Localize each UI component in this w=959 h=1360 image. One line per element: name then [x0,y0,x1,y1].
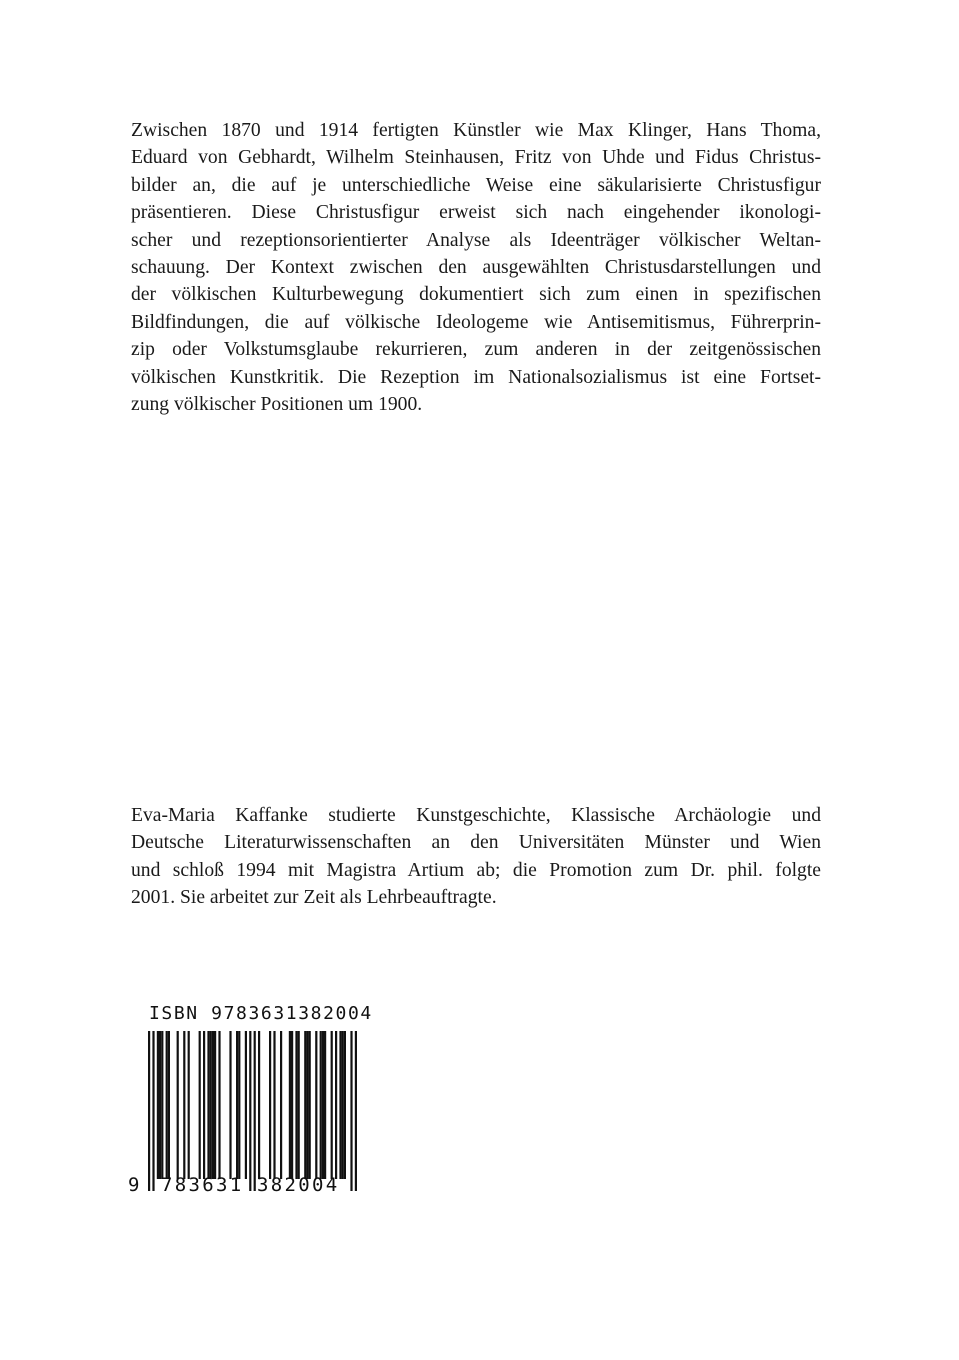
isbn-label: ISBN 9783631382004 [149,1003,373,1024]
barcode-guard-bar [152,1031,154,1191]
barcode-bar [320,1031,322,1179]
barcode-guard-bar [148,1031,150,1191]
publisher-blurb [131,117,821,418]
barcode-bar [339,1031,341,1179]
barcode-bar [218,1031,220,1179]
bio-line: 2001. Sie arbeitet zur Zeit als Lehrbeauftragte. [131,887,497,909]
blurb-line: schauung. Der Kontext zwischen den ausgewählten Christusdarstellungen und [131,257,821,279]
blurb-line: präsentieren. Diese Christusfigur erweist sich nach eingehender ikonologi- [131,202,821,224]
barcode-bar [269,1031,271,1179]
barcode-bar [315,1031,317,1179]
barcode-bar [291,1031,293,1179]
barcode-first-digit: 9 [128,1174,142,1196]
blurb-line: bilder an, die auf je unterschiedliche Weise eine säkularisierte Christusfigur [131,174,821,196]
barcode-bar [236,1031,238,1179]
barcode-bar [289,1031,291,1179]
barcode-bar [210,1031,212,1179]
barcode-left-digits: 783631 [161,1174,244,1196]
barcode-bar [295,1031,297,1179]
isbn-barcode [128,1003,373,1203]
barcode-bar [229,1031,231,1179]
barcode-bar [298,1031,300,1179]
barcode-bar [159,1031,161,1179]
barcode-bar [280,1031,282,1179]
barcode-bar [304,1031,306,1179]
barcode-bar [342,1031,344,1179]
barcode-guard-bar [249,1031,251,1191]
barcode-bar [214,1031,216,1179]
barcode-guard-bar [254,1031,256,1191]
blurb-line: Eduard von Gebhardt, Wilhelm Steinhausen, Fritz von Uhde und Fidus Christus- [131,147,821,169]
barcode-right-digits: 382004 [257,1174,340,1196]
blurb-line: scher und rezeptionsorientierter Analyse als Ideenträger völkischer Weltan- [131,229,821,251]
barcode-bar [199,1031,201,1179]
barcode-bar [166,1031,168,1179]
bio-line: Deutsche Literaturwissenschaften an den Universitäten Münster und Wien [131,832,821,854]
blurb-line: Bildfindungen, die auf völkische Ideologeme wie Antisemitismus, Führerprin- [131,311,821,333]
barcode-bar [306,1031,308,1179]
blurb-line: zung völkischer Positionen um 1900. [131,394,423,416]
barcode-bar [344,1031,346,1179]
blurb-line: der völkischen Kulturbewegung dokumentiert sich zum einen in spezifischen [131,284,821,306]
barcode-guard-bar [355,1031,357,1191]
barcode-bar [324,1031,326,1179]
barcode-bar [188,1031,190,1179]
barcode-bar [258,1031,260,1179]
bio-line: Eva-Maria Kaffanke studierte Kunstgeschichte, Klassische Archäologie und [131,805,821,826]
barcode-bar [335,1031,337,1179]
bio-line: und schloß 1994 mit Magistra Artium ab; die Promotion zum Dr. phil. folgte [131,859,821,881]
barcode-bar [183,1031,185,1179]
barcode-bar [273,1031,275,1179]
blurb-line: völkischen Kunstkritik. Die Rezeption im Nationalsozialismus ist eine Fortset- [131,366,821,388]
barcode-bar [331,1031,333,1179]
barcode-guard-bar [350,1031,352,1191]
barcode-bar [207,1031,209,1179]
barcode-bar [177,1031,179,1179]
barcode-bar [245,1031,247,1179]
barcode-bar [309,1031,311,1179]
barcode-bar [322,1031,324,1179]
blurb-line: zip oder Volkstumsglaube rekurrieren, zum anderen in der zeitgenössischen [131,339,821,361]
barcode-bar [168,1031,170,1179]
barcode-bar [203,1031,205,1179]
barcode-bar [238,1031,240,1179]
blurb-line: Zwischen 1870 und 1914 fertigten Künstler wie Max Klinger, Hans Thoma, [131,120,821,141]
barcode-bar [212,1031,214,1179]
author-bio [131,802,821,912]
barcode-bar [161,1031,163,1179]
barcode-bar [157,1031,159,1179]
